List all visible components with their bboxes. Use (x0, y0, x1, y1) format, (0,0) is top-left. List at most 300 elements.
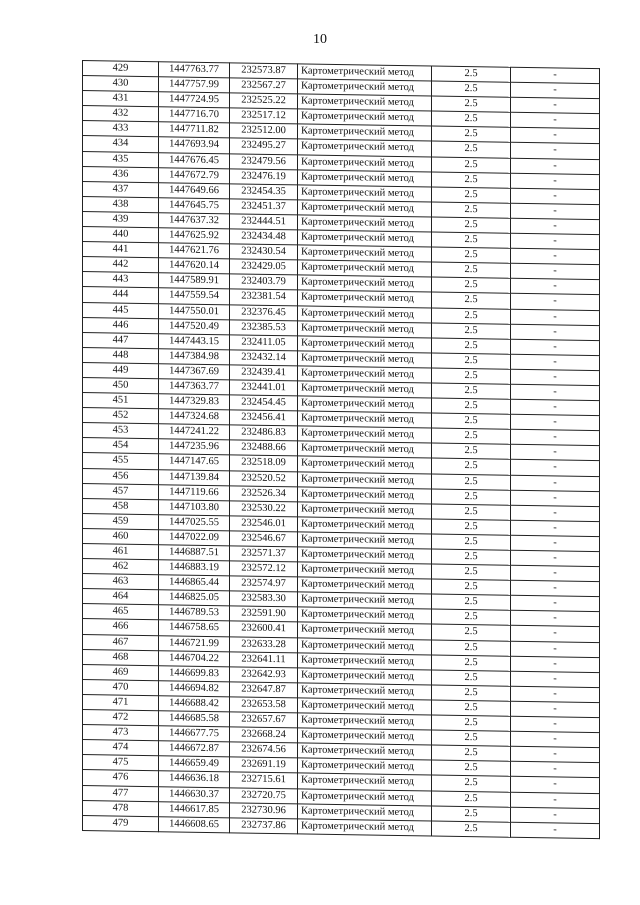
accuracy-cell: 2.5 (432, 111, 511, 127)
method-cell: Картометрический метод (298, 139, 432, 156)
note-cell: - (511, 656, 600, 672)
y-coordinate-cell: 232641.11 (230, 651, 298, 667)
x-coordinate-cell: 1446630.37 (159, 786, 230, 802)
point-number-cell: 432 (83, 106, 159, 122)
y-coordinate-cell: 232434.48 (230, 229, 298, 245)
point-number-cell: 463 (83, 574, 159, 590)
accuracy-cell: 2.5 (432, 66, 511, 82)
accuracy-cell: 2.5 (432, 745, 511, 761)
accuracy-cell: 2.5 (432, 202, 511, 218)
x-coordinate-cell: 1447235.96 (159, 439, 230, 455)
note-cell: - (511, 309, 600, 325)
point-number-cell: 470 (83, 679, 159, 695)
note-cell: - (511, 475, 600, 491)
x-coordinate-cell: 1447693.94 (159, 137, 230, 153)
x-coordinate-cell: 1446685.58 (159, 711, 230, 727)
y-coordinate-cell: 232691.19 (230, 757, 298, 773)
point-number-cell: 471 (83, 694, 159, 710)
point-number-cell: 467 (83, 634, 159, 650)
y-coordinate-cell: 232517.12 (230, 108, 298, 124)
accuracy-cell: 2.5 (432, 609, 511, 625)
note-cell: - (511, 97, 600, 113)
y-coordinate-cell: 232571.37 (230, 546, 298, 562)
accuracy-cell: 2.5 (432, 398, 511, 414)
note-cell: - (511, 777, 600, 793)
point-number-cell: 460 (83, 528, 159, 544)
note-cell: - (511, 218, 600, 234)
x-coordinate-cell: 1447329.83 (159, 394, 230, 410)
accuracy-cell: 2.5 (432, 519, 511, 535)
method-cell: Картометрический метод (298, 320, 432, 337)
point-number-cell: 448 (83, 347, 159, 363)
point-number-cell: 437 (83, 181, 159, 197)
y-coordinate-cell: 232444.51 (230, 214, 298, 230)
y-coordinate-cell: 232573.87 (230, 63, 298, 79)
point-number-cell: 431 (83, 91, 159, 107)
point-number-cell: 438 (83, 196, 159, 212)
accuracy-cell: 2.5 (432, 564, 511, 580)
accuracy-cell: 2.5 (432, 640, 511, 656)
method-cell: Картометрический метод (298, 487, 432, 504)
accuracy-cell: 2.5 (432, 277, 511, 293)
note-cell: - (511, 746, 600, 762)
x-coordinate-cell: 1447139.84 (159, 469, 230, 485)
accuracy-cell: 2.5 (432, 715, 511, 731)
accuracy-cell: 2.5 (432, 126, 511, 142)
note-cell: - (511, 807, 600, 823)
accuracy-cell: 2.5 (432, 685, 511, 701)
note-cell: - (511, 762, 600, 778)
point-number-cell: 439 (83, 211, 159, 227)
note-cell: - (511, 611, 600, 627)
point-number-cell: 462 (83, 559, 159, 575)
accuracy-cell: 2.5 (432, 670, 511, 686)
x-coordinate-cell: 1447757.99 (159, 77, 230, 93)
x-coordinate-cell: 1447625.92 (159, 228, 230, 244)
method-cell: Картометрический метод (298, 471, 432, 488)
x-coordinate-cell: 1446636.18 (159, 771, 230, 787)
point-number-cell: 472 (83, 710, 159, 726)
method-cell: Картометрический метод (298, 547, 432, 564)
x-coordinate-cell: 1447649.66 (159, 182, 230, 198)
point-number-cell: 434 (83, 136, 159, 152)
point-number-cell: 452 (83, 408, 159, 424)
accuracy-cell: 2.5 (432, 775, 511, 791)
x-coordinate-cell: 1447645.75 (159, 198, 230, 214)
accuracy-cell: 2.5 (432, 655, 511, 671)
x-coordinate-cell: 1446688.42 (159, 696, 230, 712)
point-number-cell: 475 (83, 755, 159, 771)
y-coordinate-cell: 232403.79 (230, 274, 298, 290)
point-number-cell: 443 (83, 272, 159, 288)
y-coordinate-cell: 232591.90 (230, 606, 298, 622)
method-cell: Картометрический метод (298, 230, 432, 247)
x-coordinate-cell: 1446883.19 (159, 560, 230, 576)
y-coordinate-cell: 232439.41 (230, 365, 298, 381)
note-cell: - (511, 324, 600, 340)
note-cell: - (511, 294, 600, 310)
point-number-cell: 479 (83, 815, 159, 831)
note-cell: - (511, 490, 600, 506)
x-coordinate-cell: 1447711.82 (159, 122, 230, 138)
method-cell: Картометрический метод (298, 562, 432, 579)
accuracy-cell: 2.5 (432, 353, 511, 369)
x-coordinate-cell: 1446758.65 (159, 620, 230, 636)
note-cell: - (511, 701, 600, 717)
method-cell: Картометрический метод (298, 502, 432, 519)
accuracy-cell: 2.5 (432, 474, 511, 490)
y-coordinate-cell: 232647.87 (230, 682, 298, 698)
point-number-cell: 451 (83, 393, 159, 409)
point-number-cell: 455 (83, 453, 159, 469)
x-coordinate-cell: 1447384.98 (159, 348, 230, 364)
method-cell: Картометрический метод (298, 698, 432, 715)
y-coordinate-cell: 232512.00 (230, 123, 298, 139)
method-cell: Картометрический метод (298, 517, 432, 534)
note-cell: - (511, 641, 600, 657)
accuracy-cell: 2.5 (432, 262, 511, 278)
y-coordinate-cell: 232546.01 (230, 516, 298, 532)
note-cell: - (511, 822, 600, 838)
note-cell: - (511, 596, 600, 612)
coordinates-table-body (83, 61, 600, 839)
y-coordinate-cell: 232567.27 (230, 78, 298, 94)
y-coordinate-cell: 232653.58 (230, 697, 298, 713)
x-coordinate-cell: 1447324.68 (159, 409, 230, 425)
note-cell: - (511, 580, 600, 596)
note-cell: - (511, 520, 600, 536)
method-cell: Картометрический метод (298, 713, 432, 730)
accuracy-cell: 2.5 (432, 700, 511, 716)
accuracy-cell: 2.5 (432, 821, 511, 837)
method-cell: Картометрический метод (298, 351, 432, 368)
y-coordinate-cell: 232737.86 (230, 818, 298, 834)
point-number-cell: 456 (83, 468, 159, 484)
x-coordinate-cell: 1447022.09 (159, 530, 230, 546)
y-coordinate-cell: 232411.05 (230, 335, 298, 351)
x-coordinate-cell: 1447025.55 (159, 515, 230, 531)
y-coordinate-cell: 232674.56 (230, 742, 298, 758)
method-cell: Картометрический метод (298, 215, 432, 232)
method-cell: Картометрический метод (298, 109, 432, 126)
y-coordinate-cell: 232730.96 (230, 802, 298, 818)
accuracy-cell: 2.5 (432, 217, 511, 233)
note-cell: - (511, 384, 600, 400)
point-number-cell: 464 (83, 589, 159, 605)
note-cell: - (511, 731, 600, 747)
method-cell: Картометрический метод (298, 94, 432, 111)
x-coordinate-cell: 1446699.83 (159, 665, 230, 681)
accuracy-cell: 2.5 (432, 549, 511, 565)
accuracy-cell: 2.5 (432, 594, 511, 610)
method-cell: Картометрический метод (298, 426, 432, 443)
x-coordinate-cell: 1447443.15 (159, 333, 230, 349)
y-coordinate-cell: 232520.52 (230, 470, 298, 486)
note-cell: - (511, 158, 600, 174)
note-cell: - (511, 792, 600, 808)
point-number-cell: 477 (83, 785, 159, 801)
note-cell: - (511, 626, 600, 642)
accuracy-cell: 2.5 (432, 806, 511, 822)
y-coordinate-cell: 232546.67 (230, 531, 298, 547)
x-coordinate-cell: 1446677.75 (159, 726, 230, 742)
method-cell: Картометрический метод (298, 728, 432, 745)
note-cell: - (511, 128, 600, 144)
x-coordinate-cell: 1447621.76 (159, 243, 230, 259)
method-cell: Картометрический метод (298, 668, 432, 685)
accuracy-cell: 2.5 (432, 292, 511, 308)
note-cell: - (511, 550, 600, 566)
method-cell: Картометрический метод (298, 441, 432, 458)
accuracy-cell: 2.5 (432, 368, 511, 384)
coordinates-table (82, 60, 600, 839)
x-coordinate-cell: 1447763.77 (159, 62, 230, 78)
x-coordinate-cell: 1447637.32 (159, 213, 230, 229)
point-number-cell: 453 (83, 423, 159, 439)
note-cell: - (511, 173, 600, 189)
note-cell: - (511, 429, 600, 445)
point-number-cell: 458 (83, 498, 159, 514)
note-cell: - (511, 399, 600, 415)
x-coordinate-cell: 1447716.70 (159, 107, 230, 123)
y-coordinate-cell: 232518.09 (230, 455, 298, 471)
point-number-cell: 461 (83, 544, 159, 560)
x-coordinate-cell: 1446672.87 (159, 741, 230, 757)
point-number-cell: 478 (83, 800, 159, 816)
method-cell: Картометрический метод (298, 185, 432, 202)
note-cell: - (511, 279, 600, 295)
note-cell: - (511, 671, 600, 687)
y-coordinate-cell: 232454.35 (230, 184, 298, 200)
point-number-cell: 444 (83, 287, 159, 303)
x-coordinate-cell: 1447589.91 (159, 273, 230, 289)
note-cell: - (511, 82, 600, 98)
point-number-cell: 430 (83, 76, 159, 92)
point-number-cell: 468 (83, 649, 159, 665)
accuracy-cell: 2.5 (432, 338, 511, 354)
accuracy-cell: 2.5 (432, 504, 511, 520)
note-cell: - (511, 414, 600, 430)
y-coordinate-cell: 232456.41 (230, 410, 298, 426)
method-cell: Картометрический метод (298, 819, 432, 836)
method-cell: Картометрический метод (298, 532, 432, 549)
x-coordinate-cell: 1446865.44 (159, 575, 230, 591)
page-number: 10 (313, 32, 327, 47)
note-cell: - (511, 113, 600, 129)
accuracy-cell: 2.5 (432, 157, 511, 173)
accuracy-cell: 2.5 (432, 413, 511, 429)
method-cell: Картометрический метод (298, 788, 432, 805)
method-cell: Картометрический метод (298, 275, 432, 292)
x-coordinate-cell: 1447520.49 (159, 318, 230, 334)
y-coordinate-cell: 232600.41 (230, 621, 298, 637)
point-number-cell: 440 (83, 227, 159, 243)
method-cell: Картометрический метод (298, 200, 432, 217)
x-coordinate-cell: 1447147.65 (159, 454, 230, 470)
method-cell: Картометрический метод (298, 456, 432, 473)
method-cell: Картометрический метод (298, 396, 432, 413)
note-cell: - (511, 263, 600, 279)
y-coordinate-cell: 232720.75 (230, 787, 298, 803)
method-cell: Картометрический метод (298, 336, 432, 353)
y-coordinate-cell: 232715.61 (230, 772, 298, 788)
point-number-cell: 435 (83, 151, 159, 167)
y-coordinate-cell: 232486.83 (230, 425, 298, 441)
point-number-cell: 441 (83, 242, 159, 258)
method-cell: Картометрический метод (298, 803, 432, 820)
x-coordinate-cell: 1447672.79 (159, 167, 230, 183)
y-coordinate-cell: 232495.27 (230, 138, 298, 154)
y-coordinate-cell: 232574.97 (230, 576, 298, 592)
point-number-cell: 450 (83, 377, 159, 393)
y-coordinate-cell: 232376.45 (230, 304, 298, 320)
point-number-cell: 466 (83, 619, 159, 635)
accuracy-cell: 2.5 (432, 172, 511, 188)
note-cell: - (511, 67, 600, 83)
point-number-cell: 465 (83, 604, 159, 620)
point-number-cell: 473 (83, 725, 159, 741)
note-cell: - (511, 143, 600, 159)
note-cell: - (511, 686, 600, 702)
y-coordinate-cell: 232642.93 (230, 667, 298, 683)
x-coordinate-cell: 1446659.49 (159, 756, 230, 772)
note-cell: - (511, 248, 600, 264)
note-cell: - (511, 188, 600, 204)
point-number-cell: 474 (83, 740, 159, 756)
method-cell: Картометрический метод (298, 758, 432, 775)
note-cell: - (511, 233, 600, 249)
x-coordinate-cell: 1447559.54 (159, 288, 230, 304)
y-coordinate-cell: 232633.28 (230, 636, 298, 652)
method-cell: Картометрический метод (298, 64, 432, 81)
method-cell: Картометрический метод (298, 622, 432, 639)
point-number-cell: 457 (83, 483, 159, 499)
x-coordinate-cell: 1447620.14 (159, 258, 230, 274)
note-cell: - (511, 716, 600, 732)
y-coordinate-cell: 232432.14 (230, 350, 298, 366)
x-coordinate-cell: 1447550.01 (159, 303, 230, 319)
accuracy-cell: 2.5 (432, 247, 511, 263)
point-number-cell: 446 (83, 317, 159, 333)
y-coordinate-cell: 232476.19 (230, 168, 298, 184)
accuracy-cell: 2.5 (432, 790, 511, 806)
note-cell: - (511, 354, 600, 370)
method-cell: Картометрический метод (298, 381, 432, 398)
x-coordinate-cell: 1446617.85 (159, 801, 230, 817)
point-number-cell: 454 (83, 438, 159, 454)
method-cell: Картометрический метод (298, 653, 432, 670)
method-cell: Картометрический метод (298, 79, 432, 96)
y-coordinate-cell: 232454.45 (230, 395, 298, 411)
y-coordinate-cell: 232429.05 (230, 259, 298, 275)
accuracy-cell: 2.5 (432, 489, 511, 505)
point-number-cell: 447 (83, 332, 159, 348)
y-coordinate-cell: 232525.22 (230, 93, 298, 109)
y-coordinate-cell: 232488.66 (230, 440, 298, 456)
y-coordinate-cell: 232530.22 (230, 501, 298, 517)
method-cell: Картометрический метод (298, 607, 432, 624)
x-coordinate-cell: 1447676.45 (159, 152, 230, 168)
y-coordinate-cell: 232385.53 (230, 319, 298, 335)
accuracy-cell: 2.5 (432, 760, 511, 776)
method-cell: Картометрический метод (298, 592, 432, 609)
x-coordinate-cell: 1447241.22 (159, 424, 230, 440)
accuracy-cell: 2.5 (432, 323, 511, 339)
method-cell: Картометрический метод (298, 154, 432, 171)
point-number-cell: 476 (83, 770, 159, 786)
accuracy-cell: 2.5 (432, 141, 511, 157)
point-number-cell: 429 (83, 61, 159, 77)
note-cell: - (511, 505, 600, 521)
accuracy-cell: 2.5 (432, 307, 511, 323)
x-coordinate-cell: 1446887.51 (159, 545, 230, 561)
method-cell: Картометрический метод (298, 245, 432, 262)
method-cell: Картометрический метод (298, 170, 432, 187)
note-cell: - (511, 535, 600, 551)
accuracy-cell: 2.5 (432, 428, 511, 444)
x-coordinate-cell: 1447103.80 (159, 499, 230, 515)
method-cell: Картометрический метод (298, 577, 432, 594)
y-coordinate-cell: 232441.01 (230, 380, 298, 396)
point-number-cell: 436 (83, 166, 159, 182)
note-cell: - (511, 339, 600, 355)
point-number-cell: 433 (83, 121, 159, 137)
y-coordinate-cell: 232479.56 (230, 153, 298, 169)
method-cell: Картометрический метод (298, 773, 432, 790)
x-coordinate-cell: 1446721.99 (159, 635, 230, 651)
accuracy-cell: 2.5 (432, 730, 511, 746)
y-coordinate-cell: 232583.30 (230, 591, 298, 607)
x-coordinate-cell: 1446608.65 (159, 816, 230, 832)
method-cell: Картометрический метод (298, 305, 432, 322)
note-cell: - (511, 460, 600, 476)
point-number-cell: 442 (83, 257, 159, 273)
note-cell: - (511, 369, 600, 385)
point-number-cell: 469 (83, 664, 159, 680)
point-number-cell: 449 (83, 362, 159, 378)
method-cell: Картометрический метод (298, 411, 432, 428)
method-cell: Картометрический метод (298, 637, 432, 654)
method-cell: Картометрический метод (298, 366, 432, 383)
accuracy-cell: 2.5 (432, 96, 511, 112)
y-coordinate-cell: 232381.54 (230, 289, 298, 305)
y-coordinate-cell: 232526.34 (230, 485, 298, 501)
x-coordinate-cell: 1447119.66 (159, 484, 230, 500)
note-cell: - (511, 445, 600, 461)
y-coordinate-cell: 232668.24 (230, 727, 298, 743)
method-cell: Картометрический метод (298, 683, 432, 700)
accuracy-cell: 2.5 (432, 187, 511, 203)
accuracy-cell: 2.5 (432, 458, 511, 474)
method-cell: Картометрический метод (298, 290, 432, 307)
y-coordinate-cell: 232657.67 (230, 712, 298, 728)
accuracy-cell: 2.5 (432, 232, 511, 248)
x-coordinate-cell: 1446789.53 (159, 605, 230, 621)
method-cell: Картометрический метод (298, 743, 432, 760)
accuracy-cell: 2.5 (432, 443, 511, 459)
accuracy-cell: 2.5 (432, 624, 511, 640)
x-coordinate-cell: 1446694.82 (159, 681, 230, 697)
note-cell: - (511, 203, 600, 219)
point-number-cell: 459 (83, 513, 159, 529)
x-coordinate-cell: 1447367.69 (159, 364, 230, 380)
accuracy-cell: 2.5 (432, 579, 511, 595)
x-coordinate-cell: 1446825.05 (159, 590, 230, 606)
method-cell: Картометрический метод (298, 124, 432, 141)
accuracy-cell: 2.5 (432, 81, 511, 97)
y-coordinate-cell: 232451.37 (230, 199, 298, 215)
x-coordinate-cell: 1447363.77 (159, 379, 230, 395)
